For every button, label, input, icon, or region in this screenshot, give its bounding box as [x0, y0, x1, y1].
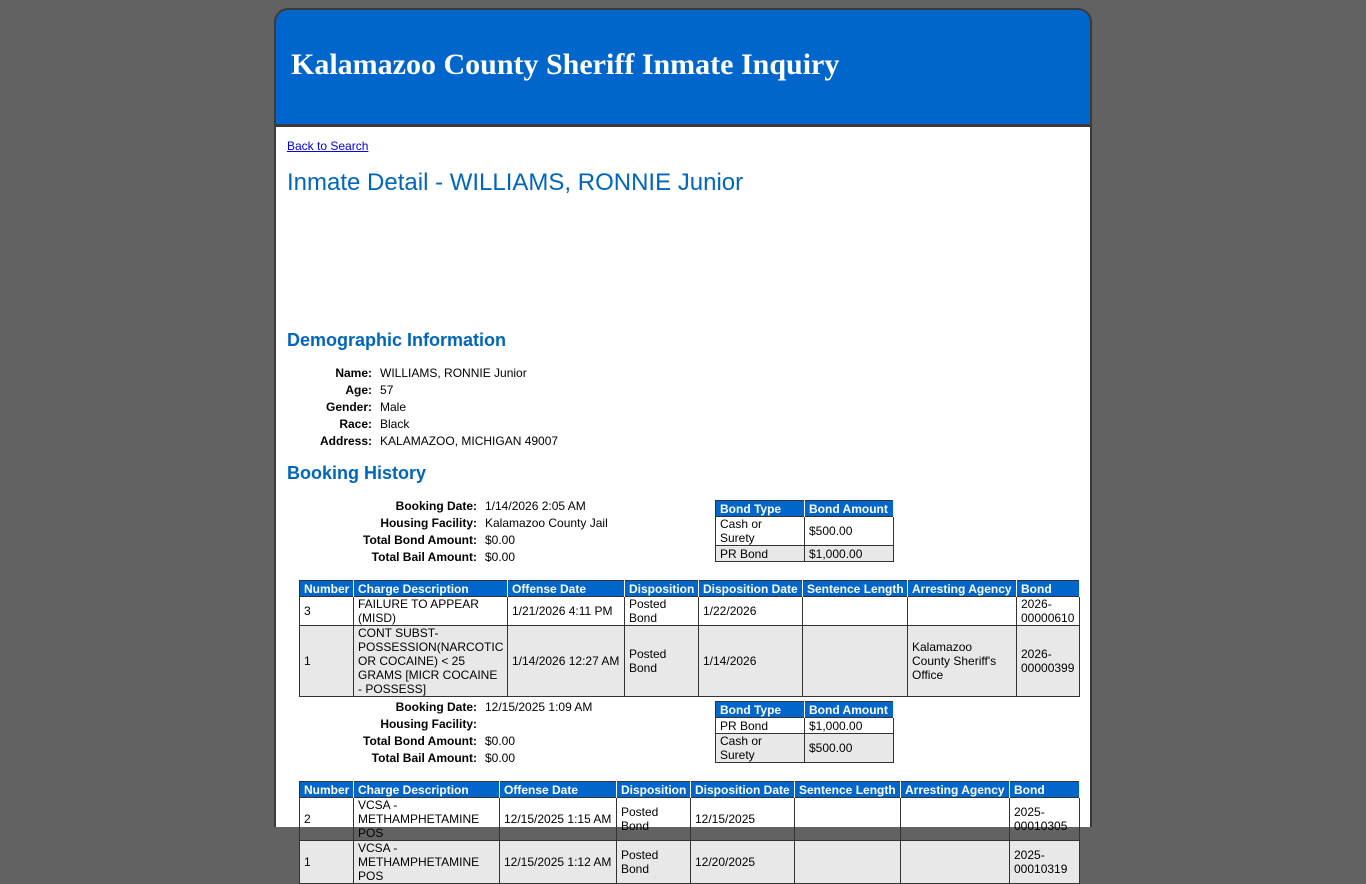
charge-cell: CONT SUBST-POSSESSION(NARCOTIC OR COCAINE) < 25 GRAMS [MICR COCAINE - POSSESS] — [354, 626, 508, 697]
field-value: 57 — [380, 382, 394, 397]
charge-cell: Kalamazoo County Sheriff's Office — [908, 626, 1017, 697]
charge-row — [300, 626, 1080, 697]
charge-cell: 2025-00010319 — [1010, 841, 1080, 884]
bond-header-row — [716, 501, 894, 517]
field-label: Total Bond Amount: — [363, 532, 477, 547]
field-label: Race: — [339, 416, 373, 431]
field-label: Booking Date: — [395, 699, 477, 714]
charge-cell: 12/20/2025 — [691, 841, 795, 884]
charge-cell: 1 — [300, 626, 354, 697]
bond-row — [716, 517, 894, 546]
booking-history-heading: Booking History — [287, 463, 427, 483]
demographic-row — [316, 381, 562, 398]
bond-table — [715, 500, 894, 562]
charge-cell: 1/22/2026 — [699, 597, 803, 626]
bond-row — [716, 718, 894, 734]
booking-info-table — [316, 698, 596, 766]
charge-cell — [803, 597, 908, 626]
field-label: Booking Date: — [395, 498, 477, 513]
bond-type-header: Bond Type — [716, 501, 805, 517]
booking-info-row — [316, 715, 596, 732]
charge-cell: Posted Bond — [617, 841, 691, 884]
demographic-row — [316, 432, 562, 449]
bond-amount: $1,000.00 — [805, 546, 894, 562]
field-value: KALAMAZOO, MICHIGAN 49007 — [380, 433, 559, 448]
site-header — [274, 8, 1092, 127]
charges-header-row — [300, 581, 1080, 597]
charges-column-header: Disposition — [625, 581, 699, 597]
booking-info-row — [316, 732, 596, 749]
field-value — [481, 715, 596, 732]
bond-row — [716, 546, 894, 562]
charge-cell — [908, 597, 1017, 626]
bond-row — [716, 734, 894, 763]
bond-amount: $500.00 — [805, 517, 894, 546]
charges-column-header: Number — [300, 581, 354, 597]
bond-amount-header: Bond Amount — [805, 501, 894, 517]
charges-table — [299, 580, 1080, 697]
demographic-row — [316, 364, 562, 381]
field-value: Male — [380, 399, 407, 414]
charge-cell: 1/14/2026 — [699, 626, 803, 697]
demographic-row — [316, 398, 562, 415]
demographics-heading: Demographic Information — [287, 330, 507, 350]
bond-amount: $500.00 — [805, 734, 894, 763]
bond-amount: $1,000.00 — [805, 718, 894, 734]
booking-info-row — [316, 698, 596, 715]
charge-cell: 2026-00000610 — [1017, 597, 1080, 626]
charge-cell: 12/15/2025 — [691, 798, 795, 841]
bond-type: PR Bond — [716, 546, 805, 562]
field-label: Address: — [320, 433, 373, 448]
bond-table — [715, 701, 894, 763]
field-label: Age: — [345, 382, 373, 397]
charges-column-header: Arresting Agency — [901, 782, 1010, 798]
field-value: WILLIAMS, RONNIE Junior — [380, 365, 527, 380]
field-label: Housing Facility: — [380, 515, 477, 530]
page-title: Inmate Detail - WILLIAMS, RONNIE Junior — [287, 169, 744, 196]
charge-cell: 12/15/2025 1:12 AM — [500, 841, 617, 884]
charge-cell: Posted Bond — [617, 798, 691, 841]
booking-info-row — [316, 497, 612, 514]
booking-info-row — [316, 749, 596, 766]
charge-cell: 2026-00000399 — [1017, 626, 1080, 697]
charge-cell: 2025-00010305 — [1010, 798, 1080, 841]
back-to-search-link[interactable]: Back to Search — [287, 139, 369, 153]
charge-cell: 12/15/2025 1:15 AM — [500, 798, 617, 841]
charge-cell: VCSA - METHAMPHETAMINE POS — [354, 798, 500, 841]
booking-info-row — [316, 548, 612, 565]
charge-cell — [803, 626, 908, 697]
bond-header-row — [716, 702, 894, 718]
charge-cell — [901, 841, 1010, 884]
charges-column-header: Charge Description — [354, 782, 500, 798]
charges-column-header: Charge Description — [354, 581, 508, 597]
charge-cell: 2 — [300, 798, 354, 841]
charge-cell: VCSA - METHAMPHETAMINE POS — [354, 841, 500, 884]
charges-column-header: Arresting Agency — [908, 581, 1017, 597]
field-label: Name: — [335, 365, 373, 380]
field-value: 1/14/2026 2:05 AM — [485, 498, 586, 513]
site-title: Kalamazoo County Sheriff Inmate Inquiry — [291, 48, 840, 81]
charges-header-row — [300, 782, 1080, 798]
demographics-table — [316, 364, 562, 449]
charges-column-header: Number — [300, 782, 354, 798]
bond-amount-header: Bond Amount — [805, 702, 894, 718]
charges-column-header: Sentence Length — [803, 581, 908, 597]
charge-row — [300, 597, 1080, 626]
field-label: Total Bail Amount: — [371, 750, 477, 765]
charges-column-header: Bond — [1017, 581, 1080, 597]
charges-column-header: Sentence Length — [795, 782, 901, 798]
booking-info-row — [316, 531, 612, 548]
field-value: $0.00 — [485, 750, 516, 765]
charges-column-header: Disposition — [617, 782, 691, 798]
field-label: Housing Facility: — [380, 716, 477, 731]
charge-cell — [795, 841, 901, 884]
charges-column-header: Disposition Date — [691, 782, 795, 798]
charge-row — [300, 841, 1080, 884]
field-value: 12/15/2025 1:09 AM — [485, 699, 593, 714]
field-label: Gender: — [326, 399, 373, 414]
charges-column-header: Offense Date — [508, 581, 625, 597]
demographic-row — [316, 415, 562, 432]
bond-type-header: Bond Type — [716, 702, 805, 718]
charge-cell: FAILURE TO APPEAR (MISD) — [354, 597, 508, 626]
bond-type: Cash or Surety — [716, 517, 805, 546]
charges-table — [299, 781, 1080, 884]
charge-cell: 1 — [300, 841, 354, 884]
field-value: Kalamazoo County Jail — [485, 515, 608, 530]
booking-info-row — [316, 514, 612, 531]
charge-cell: Posted Bond — [625, 597, 699, 626]
field-value: $0.00 — [485, 733, 516, 748]
bond-type: PR Bond — [716, 718, 805, 734]
field-value: $0.00 — [485, 549, 516, 564]
charge-cell: 1/21/2026 4:11 PM — [508, 597, 625, 626]
charges-column-header: Disposition Date — [699, 581, 803, 597]
field-value: Black — [380, 416, 410, 431]
charge-cell: 3 — [300, 597, 354, 626]
charge-cell — [795, 798, 901, 841]
page-container — [274, 8, 1092, 883]
charge-cell — [901, 798, 1010, 841]
main-content — [274, 127, 1092, 883]
charges-column-header: Offense Date — [500, 782, 617, 798]
booking-info-table — [316, 497, 612, 565]
charge-cell: 1/14/2026 12:27 AM — [508, 626, 625, 697]
charges-column-header: Bond — [1010, 782, 1080, 798]
field-value: $0.00 — [485, 532, 516, 547]
charge-row — [300, 798, 1080, 841]
charge-cell: Posted Bond — [625, 626, 699, 697]
field-label: Total Bail Amount: — [371, 549, 477, 564]
bond-type: Cash or Surety — [716, 734, 805, 763]
field-label: Total Bond Amount: — [363, 733, 477, 748]
